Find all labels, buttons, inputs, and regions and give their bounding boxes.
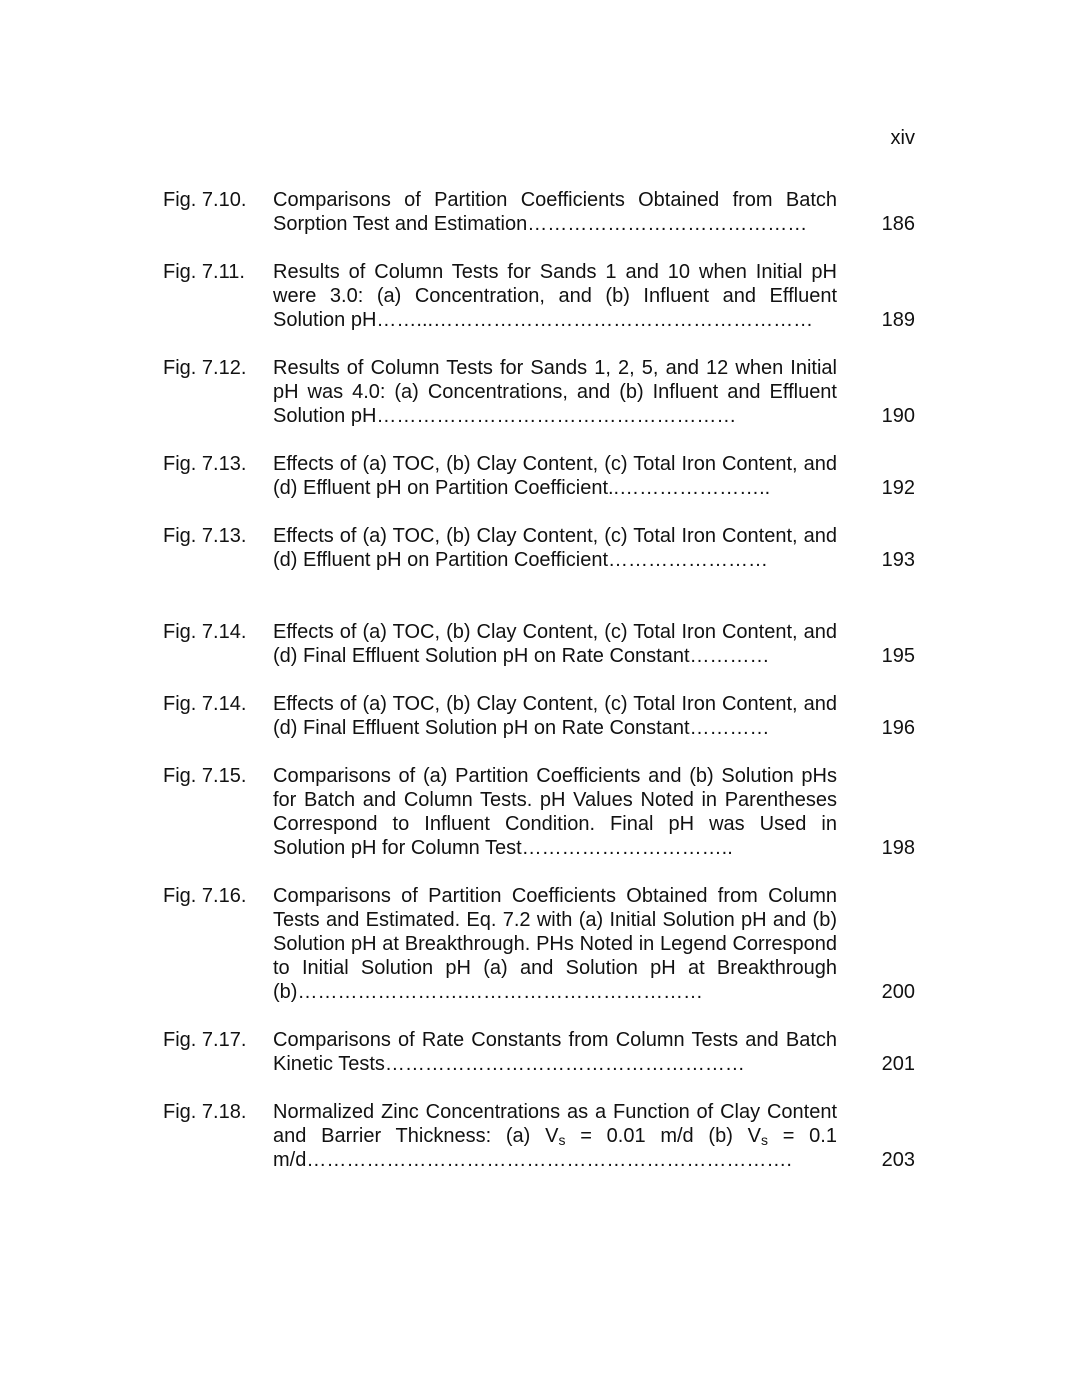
figure-number: Fig. 7.17. — [163, 1029, 247, 1051]
figure-number: Fig. 7.15. — [163, 765, 247, 787]
figure-caption: Effects of (a) TOC, (b) Clay Content, (c) Total Iron Content, and (d) Effluent pH on Partition Coefficient..………………….. — [273, 453, 837, 499]
figure-entry — [163, 692, 915, 740]
subscript: s — [558, 1132, 566, 1148]
figure-caption: Results of Column Tests for Sands 1 and 10 when Initial pH were 3.0: (a) Concentration, and (b) Influent and Effluent Solution pH……...………………………………………………… — [273, 261, 837, 331]
figure-entry — [163, 1100, 915, 1172]
figure-number: Fig. 7.18. — [163, 1101, 247, 1123]
figure-caption: Comparisons of Rate Constants from Column Tests and Batch Kinetic Tests……………………………………………… — [273, 1029, 837, 1075]
figure-entry — [163, 260, 915, 332]
figure-number: Fig. 7.12. — [163, 357, 247, 379]
figure-number: Fig. 7.11. — [163, 261, 245, 283]
caption-text: = 0.01 m/d (b) V — [565, 1125, 761, 1147]
figure-page: 196 — [881, 717, 915, 739]
figure-page: 193 — [881, 549, 915, 571]
caption-text: = 0.1 m/d………………………………………………………………. — [273, 1125, 837, 1171]
list-of-figures — [163, 188, 915, 1196]
subscript: s — [760, 1132, 768, 1148]
figure-caption: Effects of (a) TOC, (b) Clay Content, (c) Total Iron Content, and (d) Effluent pH on Partition Coefficient…………………… — [273, 525, 837, 571]
figure-page: 189 — [881, 309, 915, 331]
figure-page: 198 — [881, 837, 915, 859]
figure-page: 192 — [881, 477, 915, 499]
figure-number: Fig. 7.16. — [163, 885, 247, 907]
figure-number: Fig. 7.13. — [163, 525, 247, 547]
figure-entry — [163, 524, 915, 572]
page-number: xiv — [890, 127, 915, 149]
figure-page: 186 — [881, 213, 915, 235]
figure-number: Fig. 7.10. — [163, 189, 247, 211]
figure-caption: Results of Column Tests for Sands 1, 2, 5, and 12 when Initial pH was 4.0: (a) Concentrations, and (b) Influent and Effluent Solution pH……………………………………………… — [273, 357, 837, 427]
figure-caption: Effects of (a) TOC, (b) Clay Content, (c) Total Iron Content, and (d) Final Effluent Solution pH on Rate Constant………… — [273, 621, 837, 667]
figure-entry — [163, 884, 915, 1004]
figure-entry — [163, 1028, 915, 1076]
figure-number: Fig. 7.14. — [163, 621, 247, 643]
figure-number: Fig. 7.13. — [163, 453, 247, 475]
figure-entry — [163, 764, 915, 860]
figure-page: 203 — [881, 1149, 915, 1171]
figure-page: 200 — [881, 981, 915, 1003]
figure-caption: Comparisons of Partition Coefficients Obtained from Column Tests and Estimated. Eq. 7.2 with (a) Initial Solution pH and (b) Solution pH at Breakthrough. PHs Noted in Legend Correspond to Initial Solution pH (a) and Solution pH at Breakthrough (b)…………………….……………………………… — [273, 885, 837, 1003]
figure-entry — [163, 452, 915, 500]
figure-page: 201 — [881, 1053, 915, 1075]
figure-entry — [163, 356, 915, 428]
figure-caption: Comparisons of (a) Partition Coefficients and (b) Solution pHs for Batch and Column Tests. pH Values Noted in Parentheses Correspond to Influent Condition. Final pH was Used in Solution pH for Column Test………………………….. — [273, 765, 837, 859]
figure-entry — [163, 188, 915, 236]
figure-entry — [163, 620, 915, 668]
figure-page: 195 — [881, 645, 915, 667]
figure-caption: Effects of (a) TOC, (b) Clay Content, (c) Total Iron Content, and (d) Final Effluent Solution pH on Rate Constant………… — [273, 693, 837, 739]
caption-text: Normalized Zinc Concentrations as a Function of Clay Content and Barrier Thickness: (a) V — [273, 1101, 837, 1147]
figure-page: 190 — [881, 405, 915, 427]
figure-caption — [273, 1100, 837, 1172]
figure-number: Fig. 7.14. — [163, 693, 247, 715]
figure-caption: Comparisons of Partition Coefficients Obtained from Batch Sorption Test and Estimation…………………………………… — [273, 189, 837, 235]
